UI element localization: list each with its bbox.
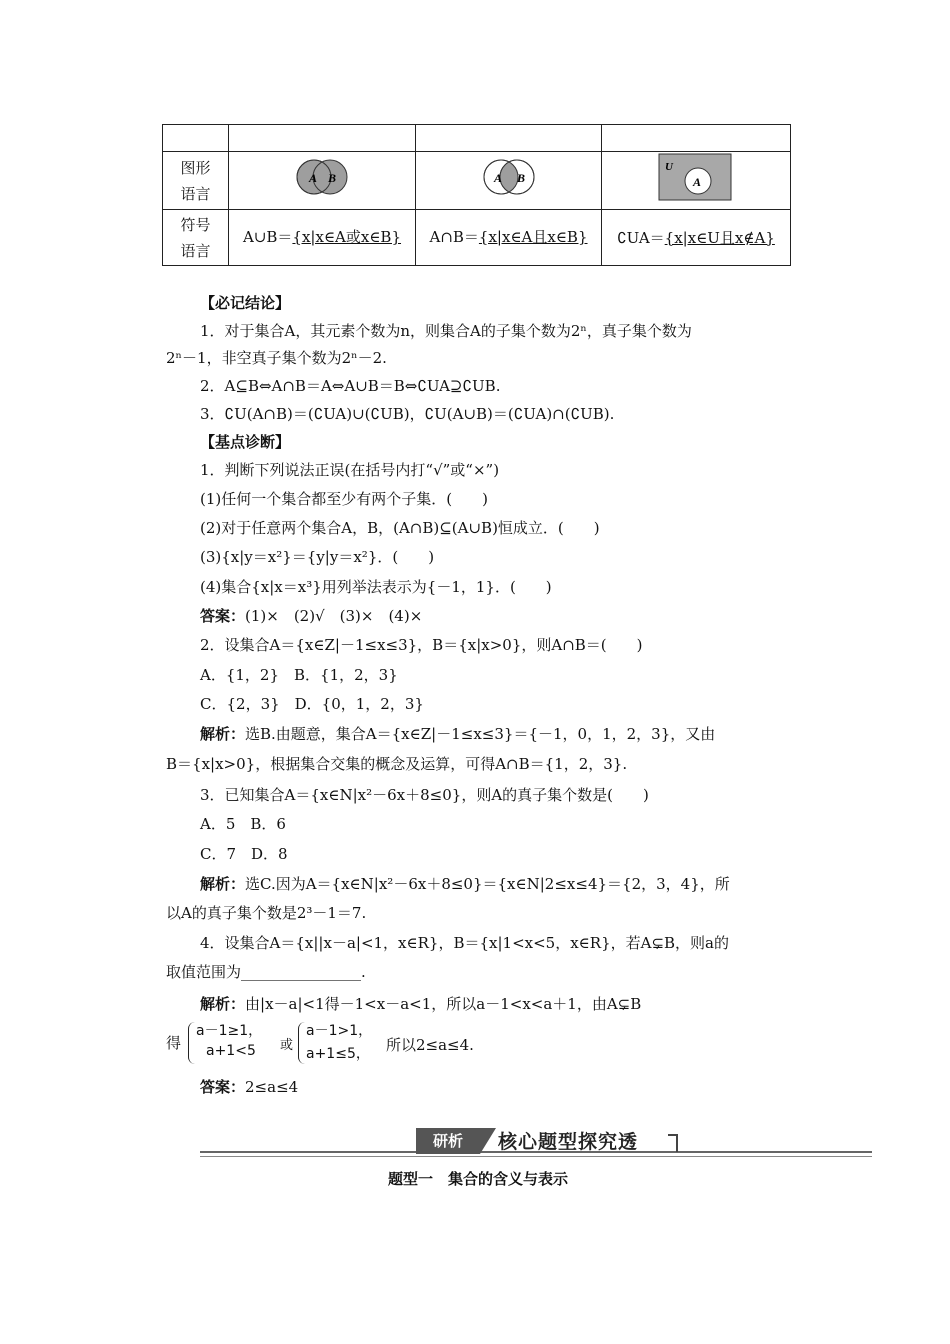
venn-label-b: B xyxy=(516,170,525,185)
solution-text: 由|x－a|<1得－1<x－a<1，所以a－1<x<a＋1，由A⊊B xyxy=(245,995,642,1013)
symbol-label: 符号 语言 xyxy=(163,210,229,266)
graphic-label: 图形 语言 xyxy=(163,152,229,210)
table-cell xyxy=(416,125,602,152)
solution-label: 解析： xyxy=(200,995,246,1013)
venn-label-a: A xyxy=(693,174,702,189)
q1-item: (2)对于任意两个集合A，B，(A∩B)⊆(A∪B)恒成立．( ) xyxy=(200,519,600,537)
intersection-prefix: A∩B＝ xyxy=(429,228,479,246)
solution-label: 解析： xyxy=(200,875,246,893)
banner-title: 核心题型探究透 xyxy=(498,1131,639,1153)
q4-conclusion: 所以2≤a≤4. xyxy=(386,1036,474,1054)
banner-tag-notch xyxy=(480,1128,496,1154)
table-cell xyxy=(229,125,416,152)
venn-union-cell xyxy=(229,152,416,210)
table-cell xyxy=(163,125,229,152)
answer-label: 答案： xyxy=(200,607,246,625)
answer-label: 答案： xyxy=(200,1078,246,1096)
q1-item: (4)集合{x|x＝x³}用列举法表示为{－1，1}．( ) xyxy=(200,578,552,596)
complement-prefix: ∁UA＝ xyxy=(617,228,665,247)
venn-label-b: B xyxy=(328,170,337,185)
must-remember-heading: 【必记结论】 xyxy=(200,294,291,312)
must-remember-item: 3．∁U(A∩B)＝(∁UA)∪(∁UB)，∁U(A∪B)＝(∁UA)∩(∁UB). xyxy=(200,405,615,423)
q3-stem: 3．已知集合A＝{x∈N|x²－6x＋8≤0}，则A的真子集个数是( ) xyxy=(200,786,649,804)
q1-item: (1)任何一个集合都至少有两个子集．( ) xyxy=(200,490,488,508)
q4-de: 得 xyxy=(166,1034,182,1052)
union-prefix: A∪B＝ xyxy=(242,228,293,246)
q3-solution-cont: 以A的真子集个数是2³－1＝7. xyxy=(166,904,367,922)
left-brace xyxy=(188,1022,195,1064)
venn-intersection-diagram xyxy=(479,156,539,198)
q2-options: A．{1，2} B．{1，2，3} xyxy=(200,666,398,684)
system1-line1: a－1≥1， xyxy=(196,1023,263,1039)
answer-text: 2≤a≤4 xyxy=(245,1078,299,1096)
q3-options: C．7 D．8 xyxy=(200,845,288,863)
intersection-cell xyxy=(416,210,602,266)
solution-label: 解析： xyxy=(200,725,246,743)
venn-label-u: U xyxy=(665,160,673,173)
venn-intersection-cell xyxy=(416,152,602,210)
left-brace xyxy=(298,1022,305,1064)
q4-stem-cont: 取值范围为________________. xyxy=(166,963,366,981)
q1-item: (3){x|y＝x²}＝{y|y＝x²}．( ) xyxy=(200,548,435,566)
table-cell xyxy=(602,125,791,152)
diagnosis-heading: 【基点诊断】 xyxy=(200,433,291,451)
system2-line1: a－1>1， xyxy=(306,1023,373,1039)
q1-answer xyxy=(200,605,422,626)
must-remember-item: 1．对于集合A，其元素个数为n，则集合A的子集个数为2ⁿ，真子集个数为 xyxy=(200,322,692,340)
q4-stem: 4．设集合A＝{x||x－a|<1，x∈R}，B＝{x|1<x<5，x∈R}，若A⊊B，则a的 xyxy=(200,934,729,952)
q2-solution-cont: B＝{x|x>0}，根据集合交集的概念及运算，可得A∩B＝{1，2，3}. xyxy=(166,755,628,773)
venn-complement-diagram xyxy=(658,153,732,201)
complement-set: {x|x∈U且x∉A} xyxy=(664,228,775,247)
must-remember-item: 2ⁿ－1，非空真子集个数为2ⁿ－2. xyxy=(166,349,387,367)
q1-stem: 1．判断下列说法正误(在括号内打“√”或“×”) xyxy=(200,461,500,479)
venn-label-a: A xyxy=(493,170,502,185)
system2-line2: a+1≤5， xyxy=(306,1046,370,1062)
set-operations-table xyxy=(162,124,791,266)
system1-line2: a+1<5 xyxy=(206,1043,256,1059)
solution-text: 选B.由题意，集合A＝{x∈Z|－1≤x≤3}＝{－1，0，1，2，3}，又由 xyxy=(245,725,716,743)
union-set: {x|x∈A或x∈B} xyxy=(292,228,402,246)
section-title: 题型一 集合的含义与表示 xyxy=(388,1170,569,1188)
solution-text: 选C.因为A＝{x∈N|x²－6x＋8≤0}＝{x∈N|2≤x≤4}＝{2，3，4}，所 xyxy=(245,875,730,893)
q4-answer xyxy=(200,1076,298,1097)
banner-tag: 研析 xyxy=(416,1128,480,1154)
answer-text: (1)× (2)√ (3)× (4)× xyxy=(245,607,423,625)
symbol-row xyxy=(163,210,791,266)
table-header-row xyxy=(163,125,791,152)
q2-options: C．{2，3} D．{0，1，2，3} xyxy=(200,695,424,713)
banner-corner xyxy=(668,1134,678,1152)
q2-stem: 2．设集合A＝{x∈Z|－1≤x≤3}，B＝{x|x>0}，则A∩B＝( ) xyxy=(200,636,643,654)
intersection-set: {x|x∈A且x∈B} xyxy=(478,228,588,246)
complement-cell xyxy=(602,210,791,266)
venn-complement-cell xyxy=(602,152,791,210)
must-remember-item: 2．A⊆B⇔A∩B＝A⇔A∪B＝B⇔∁UA⊇∁UB. xyxy=(200,377,501,395)
q4-or: 或 xyxy=(280,1038,294,1053)
q4-solution xyxy=(200,993,641,1014)
q2-solution xyxy=(200,723,715,744)
q3-options: A．5 B．6 xyxy=(200,815,286,833)
banner-rule xyxy=(200,1156,872,1157)
q3-solution xyxy=(200,873,730,894)
union-cell xyxy=(229,210,416,266)
venn-union-diagram xyxy=(292,156,352,198)
venn-label-a: A xyxy=(309,170,318,185)
graphic-row xyxy=(163,152,791,210)
